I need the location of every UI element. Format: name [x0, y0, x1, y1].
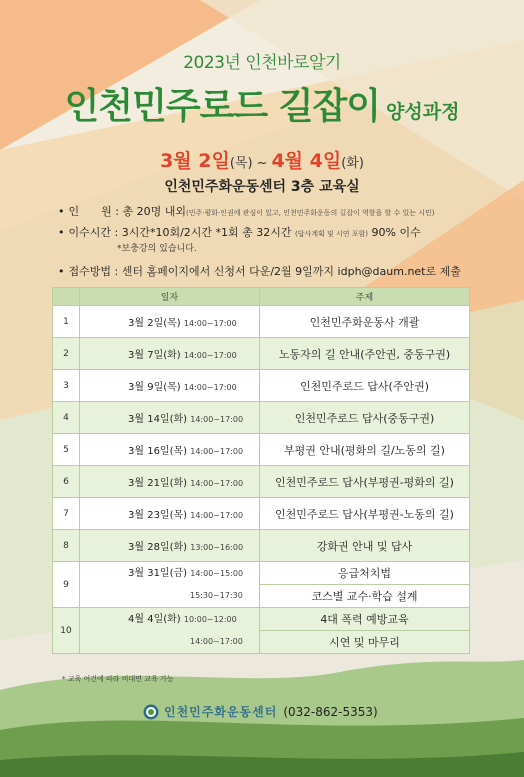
hours-note: (답사계획 및 시연 포함)	[295, 230, 369, 238]
end-weekday: (화)	[341, 156, 364, 171]
title-main: 인천민주로드 길잡이	[64, 86, 381, 127]
footer	[143, 703, 378, 720]
table-row: 7 3월 23일(목) 14:00~17:00 인천민주로드 답사(부평권-노동의 길)	[53, 498, 470, 530]
page-title	[0, 78, 524, 129]
capacity-value: 총 20명 내외	[122, 205, 186, 218]
footer-org: 인천민주화운동센터	[164, 705, 278, 719]
info-hours: • 이수시간 : 3시간*10회/2시간 *1회 총 32시간 (답사계획 및 시연 포함) 90% 이수	[58, 226, 421, 239]
hours-label: 이수시간	[68, 226, 112, 239]
end-date: 4월 4일	[271, 150, 342, 172]
table-row: 5 3월 16일(목) 14:00~17:00 부평권 안내(평화의 길/노동의 길)	[53, 434, 470, 466]
footer-phone: (032-862-5353)	[283, 704, 378, 719]
venue: 인천민주화운동센터 3층 교육실	[164, 179, 360, 195]
table-row: 2 3월 7일(화) 14:00~17:00 노동자의 길 안내(주안권, 중동구권)	[53, 338, 470, 370]
table-row: 9 3월 31일(금) 14:00~15:00 15:30~17:30 응급처치법	[53, 562, 470, 585]
hours-value-2: 90% 이수	[371, 226, 421, 239]
info-apply: • 접수방법 : 센터 홈페이지에서 신청서 다운/2월 9일까지 idph@daum.net로 제출	[58, 265, 461, 278]
start-date: 3월 2일	[160, 150, 230, 172]
table-header-row	[53, 288, 470, 306]
table-row: 4 3월 14일(화) 14:00~17:00 인천민주로드 답사(중동구권)	[53, 402, 470, 434]
title-suffix: 양성과정	[386, 101, 460, 123]
table-row: 코스별 교수·학습 설계	[53, 585, 470, 608]
course-dates	[0, 146, 524, 173]
footnote: * 교육 여건에 따라 비대면 교육 가능	[62, 675, 174, 683]
table-row: 8 3월 28일(화) 13:00~16:00 강화권 안내 및 답사	[53, 530, 470, 562]
table-row: 시연 및 마무리	[53, 631, 470, 654]
capacity-note: (민주·평화·인권에 관심이 있고, 인천민주화운동의 길잡이 역할을 할 수 있는 시민)	[185, 209, 435, 217]
org-logo-icon	[143, 704, 159, 720]
schedule-table	[52, 287, 470, 654]
hours-value-1: 3시간*10회/2시간 *1회 총 32시간	[121, 226, 292, 239]
start-weekday: (목)	[229, 156, 253, 171]
info-capacity: • 인 원 : 총 20명 내외(민주·평화·인권에 관심이 있고, 인천민주화운동의 길잡이 역할을 할 수 있는 시민)	[58, 205, 435, 218]
apply-value: 센터 홈페이지에서 신청서 다운/2월 9일까지 idph@daum.net로 제출	[121, 265, 461, 278]
subtitle: 2023년 인천바로알기	[183, 53, 341, 73]
header-date: 일자	[80, 288, 260, 306]
capacity-label: 인 원	[68, 205, 112, 218]
header-topic: 주제	[260, 288, 470, 306]
apply-label: 접수방법	[68, 265, 112, 278]
table-row: 3 3월 9일(목) 14:00~17:00 인천민주로드 답사(주안권)	[53, 370, 470, 402]
hours-sub: *보충강의 있습니다.	[117, 244, 197, 254]
date-separator: ~	[256, 156, 268, 171]
table-row: 6 3월 21일(화) 14:00~17:00 인천민주로드 답사(부평권-평화의 길)	[53, 466, 470, 498]
table-row: 10 4월 4일(화) 10:00~12:00 14:00~17:00 4대 폭력 예방교육	[53, 608, 470, 631]
table-row: 1 3월 2일(목) 14:00~17:00 인천민주화운동사 개괄	[53, 306, 470, 338]
